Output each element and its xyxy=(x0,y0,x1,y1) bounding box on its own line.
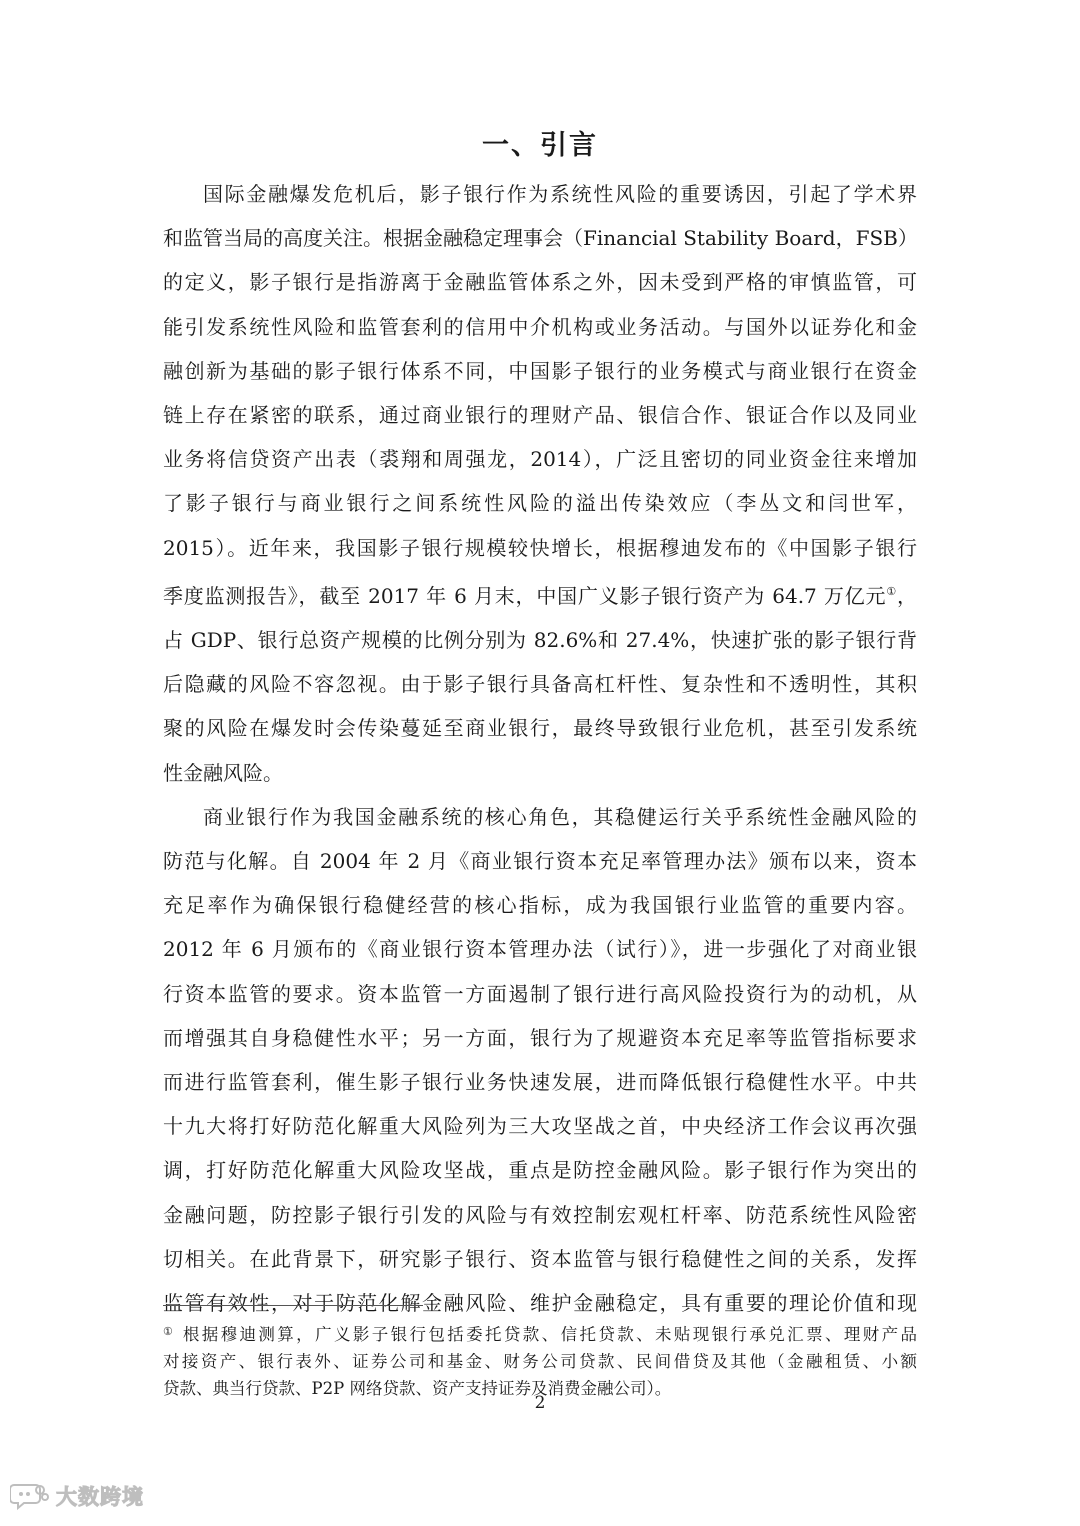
paragraph-1-line-12: 后隐藏的风险不容忽视。由于影子银行具备高杠杆性、复杂性和不透明性，其积 xyxy=(163,672,917,697)
paragraph-1-line-10-tail: ， xyxy=(897,583,917,608)
footnote-line-2: 对接资产、银行表外、证券公司和基金、财务公司贷款、民间借贷及其他（金融租赁、小额 xyxy=(163,1352,917,1371)
paragraph-2-line-8: 十九大将打好防范化解重大风险列为三大攻坚战之首，中央经济工作会议再次强 xyxy=(163,1114,917,1139)
paragraph-2-line-9: 调，打好防范化解重大风险攻坚战，重点是防控金融风险。影子银行作为突出的 xyxy=(163,1158,917,1183)
footnote-line-3: 贷款、典当行贷款、P2P 网络贷款、资产支持证券及消费金融公司）。 xyxy=(163,1379,672,1398)
page-number: 2 xyxy=(534,1393,546,1413)
paragraph-1-line-9: 2015）。近年来，我国影子银行规模较快增长，根据穆迪发布的《中国影子银行 xyxy=(163,535,917,560)
paragraph-1-line-1: 国际金融爆发危机后，影子银行作为系统性风险的重要诱因，引起了学术界 xyxy=(203,182,917,206)
paragraph-1-line-8: 了影子银行与商业银行之间系统性风险的溢出传染效应（李丛文和闫世军， xyxy=(163,491,917,516)
watermark-text: 大数跨境 xyxy=(56,1485,144,1509)
paragraph-2-line-3: 充足率作为确保银行稳健经营的核心指标，成为我国银行业监管的重要内容。 xyxy=(163,893,917,918)
speech-bubble-logo-icon xyxy=(10,1481,50,1511)
paragraph-2-line-4: 2012 年 6 月颁布的《商业银行资本管理办法（试行）》，进一步强化了对商业银 xyxy=(163,937,917,962)
paragraph-2-line-1: 商业银行作为我国金融系统的核心角色，其稳健运行关乎系统性金融风险的 xyxy=(203,804,917,829)
paragraph-1-line-7: 业务将信贷资产出表（裘翔和周强龙，2014），广泛且密切的同业资金往来增加 xyxy=(163,447,917,472)
paragraph-1-line-5: 融创新为基础的影子银行体系不同，中国影子银行的业务模式与商业银行在资金 xyxy=(163,358,917,383)
paragraph-1-line-13: 聚的风险在爆发时会传染蔓延至商业银行，最终导致银行业危机，甚至引发系统 xyxy=(163,716,917,741)
paragraph-1-line-10-text: 季度监测报告》，截至 2017 年 6 月末，中国广义影子银行资产为 64.7 万亿元 xyxy=(163,583,887,608)
footnote-divider xyxy=(163,1305,423,1306)
paragraph-2-line-6: 而增强其自身稳健性水平；另一方面，银行为了规避资本充足率等监管指标要求 xyxy=(163,1025,917,1050)
paragraph-1-line-4: 能引发系统性风险和监管套利的信用中介机构或业务活动。与国外以证券化和金 xyxy=(163,314,917,339)
paragraph-2-line-10: 金融问题，防控影子银行引发的风险与有效控制宏观杠杆率、防范系统性风险密 xyxy=(163,1202,917,1227)
paragraph-2-line-11: 切相关。在此背景下，研究影子银行、资本监管与银行稳健性之间的关系，发挥 xyxy=(163,1246,917,1271)
paragraph-1-line-2: 和监管当局的高度关注。根据金融稳定理事会（Financial Stability Board，FSB） xyxy=(163,226,918,251)
paragraph-1-line-11: 占 GDP、银行总资产规模的比例分别为 82.6%和 27.4%，快速扩张的影子银行背 xyxy=(163,628,917,653)
section-heading: 一、引言 xyxy=(482,130,598,161)
footnote-reference[interactable]: ① xyxy=(886,584,897,598)
footnote xyxy=(163,1318,917,1402)
paragraph-1-line-3: 的定义，影子银行是指游离于金融监管体系之外，因未受到严格的审慎监管，可 xyxy=(163,270,917,295)
paragraph-2-line-7: 而进行监管套利，催生影子银行业务快速发展，进而降低银行稳健性水平。中共 xyxy=(163,1070,917,1095)
footnote-marker: ① xyxy=(163,1325,176,1338)
footnote-line-1 xyxy=(163,1318,917,1348)
footnote-line-1-text: 根据穆迪测算，广义影子银行包括委托贷款、信托贷款、未贴现银行承兑汇票、理财产品 xyxy=(175,1325,917,1344)
body-text xyxy=(163,172,917,1325)
paragraph-2-line-5: 行资本监管的要求。资本监管一方面遏制了银行进行高风险投资行为的动机，从 xyxy=(163,981,917,1006)
paragraph-1-line-10 xyxy=(163,570,917,618)
watermark xyxy=(10,1481,144,1511)
paragraph-1-line-6: 链上存在紧密的联系，通过商业银行的理财产品、银信合作、银证合作以及同业 xyxy=(163,403,917,428)
paragraph-2-line-2: 防范与化解。自 2004 年 2 月《商业银行资本充足率管理办法》颁布以来，资本 xyxy=(163,849,917,874)
paragraph-1-line-14: 性金融风险。 xyxy=(163,760,283,785)
paragraph-2-line-12: 监管有效性，对于防范化解金融风险、维护金融稳定，具有重要的理论价值和现 xyxy=(163,1291,917,1316)
